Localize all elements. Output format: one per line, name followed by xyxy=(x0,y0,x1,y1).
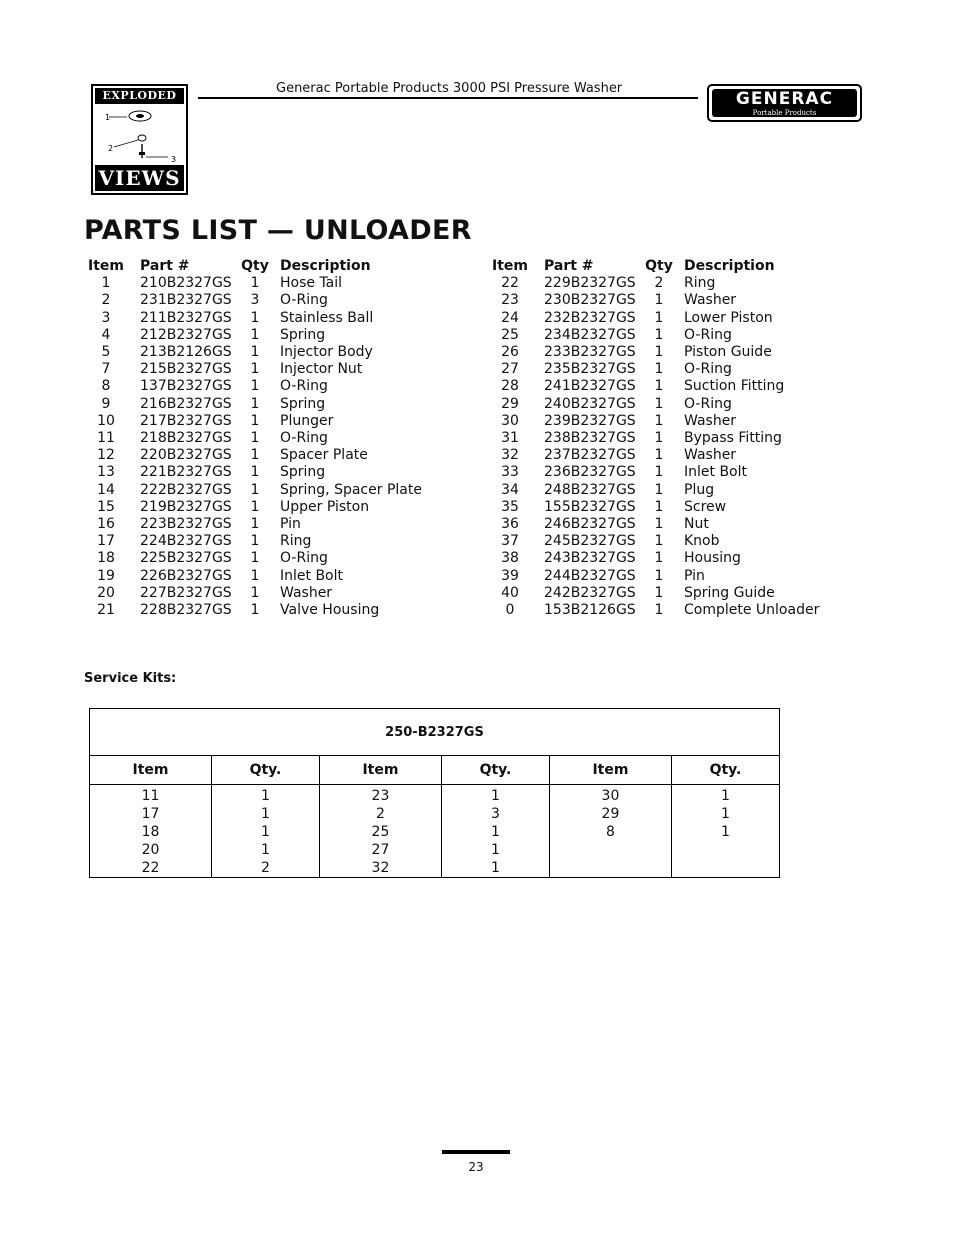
badge-bottom-label: VIEWS xyxy=(95,165,184,191)
part-number: 217B2327GS xyxy=(140,412,232,429)
part-item-number: 17 xyxy=(97,533,115,550)
part-number: 220B2327GS xyxy=(140,447,232,464)
parts-row xyxy=(490,585,874,602)
kit-item-value: 23 xyxy=(371,788,390,804)
part-quantity: 1 xyxy=(654,498,664,515)
part-quantity: 1 xyxy=(250,447,260,464)
kit-part-number: 250-B2327GS xyxy=(90,709,780,756)
parts-row xyxy=(86,550,470,567)
part-number: 223B2327GS xyxy=(140,516,232,533)
kit-qty-value: 3 xyxy=(490,806,500,822)
part-quantity: 1 xyxy=(654,395,664,412)
part-number: 242B2327GS xyxy=(544,584,636,601)
part-description: Inlet Bolt xyxy=(684,464,747,481)
parts-row xyxy=(490,413,874,430)
part-number: 225B2327GS xyxy=(140,550,232,567)
part-item-number: 25 xyxy=(501,326,519,343)
part-item-number: 34 xyxy=(501,481,519,498)
part-quantity: 1 xyxy=(654,481,664,498)
service-kit-table xyxy=(89,708,780,878)
part-description: Injector Nut xyxy=(280,361,363,378)
parts-row xyxy=(490,550,874,567)
part-number: 155B2327GS xyxy=(544,498,636,515)
part-item-number: 28 xyxy=(501,378,519,395)
part-quantity: 1 xyxy=(654,567,664,584)
parts-row xyxy=(490,464,874,481)
part-item-number: 30 xyxy=(501,412,519,429)
part-description: Housing xyxy=(684,550,741,567)
part-description: O-Ring xyxy=(280,550,328,567)
parts-row xyxy=(490,568,874,585)
part-quantity: 3 xyxy=(250,292,260,309)
part-quantity: 1 xyxy=(654,464,664,481)
part-number: 233B2327GS xyxy=(544,344,636,361)
parts-row xyxy=(86,292,470,309)
parts-row xyxy=(86,275,470,292)
part-number: 230B2327GS xyxy=(544,292,636,309)
callout-2: 2 xyxy=(108,144,114,153)
parts-row xyxy=(86,602,470,619)
kit-item-value: 20 xyxy=(141,842,160,858)
col-qty-header: Qty xyxy=(645,258,673,274)
callout-1: 1 xyxy=(105,113,111,122)
kit-qty-value: 1 xyxy=(490,824,500,840)
part-quantity: 1 xyxy=(250,430,260,447)
part-quantity: 1 xyxy=(250,344,260,361)
part-description: Pin xyxy=(280,516,301,533)
part-description: Spacer Plate xyxy=(280,447,368,464)
kit-item-value: 17 xyxy=(141,806,160,822)
col-desc-header: Description xyxy=(280,258,371,274)
badge-top-label: EXPLODED xyxy=(95,88,184,104)
parts-row xyxy=(490,482,874,499)
part-item-number: 10 xyxy=(97,412,115,429)
parts-table-header xyxy=(490,258,874,275)
part-quantity: 1 xyxy=(250,584,260,601)
part-item-number: 21 xyxy=(97,602,115,619)
kit-col-item-header: Item xyxy=(90,756,212,785)
page-number: 23 xyxy=(468,1160,484,1174)
part-description: Knob xyxy=(684,533,720,550)
parts-row xyxy=(490,310,874,327)
parts-row xyxy=(86,516,470,533)
part-number: 231B2327GS xyxy=(140,292,232,309)
parts-row xyxy=(86,413,470,430)
part-item-number: 32 xyxy=(501,447,519,464)
part-quantity: 1 xyxy=(250,412,260,429)
part-description: Stainless Ball xyxy=(280,309,374,326)
parts-row xyxy=(490,516,874,533)
part-item-number: 15 xyxy=(97,498,115,515)
part-description: Spring xyxy=(280,464,326,481)
parts-row xyxy=(86,361,470,378)
kit-item-value: 18 xyxy=(141,824,160,840)
parts-table-left xyxy=(86,258,470,619)
part-quantity: 1 xyxy=(250,516,260,533)
part-item-number: 24 xyxy=(501,309,519,326)
kit-qty-value: 1 xyxy=(261,806,270,822)
part-description: Nut xyxy=(684,516,709,533)
part-number: 244B2327GS xyxy=(544,567,636,584)
kit-qty-value: 1 xyxy=(490,788,500,804)
part-item-number: 39 xyxy=(501,567,519,584)
kit-qty-value: 1 xyxy=(490,842,500,858)
part-quantity: 1 xyxy=(250,309,260,326)
part-number: 211B2327GS xyxy=(140,309,232,326)
part-number: 232B2327GS xyxy=(544,309,636,326)
part-number: 239B2327GS xyxy=(544,412,636,429)
document-header-title: Generac Portable Products 3000 PSI Pressure Washer xyxy=(276,81,623,96)
part-number: 210B2327GS xyxy=(140,275,232,292)
part-quantity: 1 xyxy=(654,361,664,378)
part-quantity: 1 xyxy=(654,516,664,533)
part-description: Lower Piston xyxy=(684,309,773,326)
part-item-number: 12 xyxy=(97,447,115,464)
parts-row xyxy=(490,499,874,516)
part-quantity: 1 xyxy=(250,326,260,343)
kit-item-value: 29 xyxy=(601,806,620,822)
part-item-number: 26 xyxy=(501,344,519,361)
part-number: 238B2327GS xyxy=(544,430,636,447)
kit-qty-value: 1 xyxy=(721,824,730,840)
part-item-number: 20 xyxy=(97,584,115,601)
header-rule xyxy=(198,97,698,99)
part-number: 229B2327GS xyxy=(544,275,636,292)
part-item-number: 38 xyxy=(501,550,519,567)
part-description: Plug xyxy=(684,481,715,498)
kit-item-value: 2 xyxy=(376,806,385,822)
parts-row xyxy=(86,533,470,550)
part-number: 234B2327GS xyxy=(544,326,636,343)
kit-table-body xyxy=(90,785,780,878)
kit-col-item-header: Item xyxy=(549,756,671,785)
kit-item-value: 32 xyxy=(371,860,390,876)
part-description: Hose Tail xyxy=(280,275,343,292)
service-kits-label: Service Kits: xyxy=(84,671,177,686)
parts-row xyxy=(490,533,874,550)
part-number: 213B2126GS xyxy=(140,344,232,361)
part-item-number: 9 xyxy=(101,395,111,412)
part-quantity: 1 xyxy=(654,533,664,550)
parts-table-header xyxy=(86,258,470,275)
kit-item-cell xyxy=(319,785,441,878)
parts-row xyxy=(86,482,470,499)
kit-col-qty-header: Qty. xyxy=(211,756,319,785)
col-item-header: Item xyxy=(88,258,124,274)
parts-row xyxy=(86,327,470,344)
parts-row xyxy=(86,378,470,395)
part-quantity: 1 xyxy=(250,464,260,481)
kit-qty-cell xyxy=(441,785,549,878)
part-quantity: 1 xyxy=(250,378,260,395)
parts-row xyxy=(490,430,874,447)
parts-row xyxy=(86,585,470,602)
kit-item-value: 22 xyxy=(141,860,160,876)
part-item-number: 22 xyxy=(501,275,519,292)
parts-row xyxy=(86,447,470,464)
part-item-number: 2 xyxy=(101,292,111,309)
part-number: 241B2327GS xyxy=(544,378,636,395)
kit-qty-value: 1 xyxy=(490,860,500,876)
part-description: Piston Guide xyxy=(684,344,772,361)
part-description: Pin xyxy=(684,567,705,584)
exploded-views-badge xyxy=(91,84,188,195)
part-description: O-Ring xyxy=(280,430,328,447)
col-desc-header: Description xyxy=(684,258,775,274)
parts-row xyxy=(490,396,874,413)
part-number: 137B2327GS xyxy=(140,378,232,395)
generac-logo xyxy=(707,84,862,122)
part-description: Valve Housing xyxy=(280,602,380,619)
logo-wordmark: GENERAC xyxy=(735,89,834,109)
part-item-number: 35 xyxy=(501,498,519,515)
part-number: 226B2327GS xyxy=(140,567,232,584)
page-title: PARTS LIST — UNLOADER xyxy=(84,215,472,246)
parts-row xyxy=(86,430,470,447)
kit-col-qty-header: Qty. xyxy=(671,756,779,785)
part-number: 224B2327GS xyxy=(140,533,232,550)
part-number: 228B2327GS xyxy=(140,602,232,619)
part-description: Bypass Fitting xyxy=(684,430,782,447)
part-quantity: 1 xyxy=(654,309,664,326)
part-number: 153B2126GS xyxy=(544,602,636,619)
parts-row xyxy=(86,568,470,585)
part-quantity: 1 xyxy=(654,584,664,601)
part-description: Ring xyxy=(280,533,312,550)
part-item-number: 16 xyxy=(97,516,115,533)
parts-row xyxy=(86,396,470,413)
parts-row xyxy=(490,327,874,344)
kit-item-value: 8 xyxy=(605,824,615,840)
kit-qty-cell xyxy=(671,785,779,878)
part-item-number: 3 xyxy=(101,309,111,326)
part-item-number: 36 xyxy=(501,516,519,533)
part-number: 243B2327GS xyxy=(544,550,636,567)
part-item-number: 19 xyxy=(97,567,115,584)
part-number: 219B2327GS xyxy=(140,498,232,515)
part-item-number: 14 xyxy=(97,481,115,498)
kit-col-item-header: Item xyxy=(319,756,441,785)
kit-qty-value: 1 xyxy=(721,788,730,804)
part-number: 248B2327GS xyxy=(544,481,636,498)
part-quantity: 1 xyxy=(250,567,260,584)
part-quantity: 2 xyxy=(654,275,664,292)
part-quantity: 1 xyxy=(654,602,664,619)
part-description: O-Ring xyxy=(684,326,732,343)
part-description: O-Ring xyxy=(280,292,328,309)
col-part-header: Part # xyxy=(544,258,594,274)
parts-row xyxy=(490,602,874,619)
part-description: Spring Guide xyxy=(684,584,775,601)
part-description: Spring xyxy=(280,395,326,412)
part-description: Suction Fitting xyxy=(684,378,785,395)
part-item-number: 5 xyxy=(101,344,111,361)
part-quantity: 1 xyxy=(654,326,664,343)
part-description: Washer xyxy=(684,292,737,309)
kit-item-value: 30 xyxy=(601,788,620,804)
part-number: 221B2327GS xyxy=(140,464,232,481)
kit-item-value: 27 xyxy=(371,842,390,858)
part-description: Ring xyxy=(684,275,716,292)
part-description: Plunger xyxy=(280,412,334,429)
kit-item-cell xyxy=(90,785,212,878)
part-description: O-Ring xyxy=(684,361,732,378)
kit-qty-cell xyxy=(211,785,319,878)
parts-table-right xyxy=(490,258,874,619)
kit-col-qty-header: Qty. xyxy=(441,756,549,785)
part-description: Spring xyxy=(280,326,326,343)
col-part-header: Part # xyxy=(140,258,190,274)
part-quantity: 1 xyxy=(250,275,260,292)
part-description: O-Ring xyxy=(280,378,328,395)
logo-subtitle: Portable Products xyxy=(752,109,817,117)
part-number: 236B2327GS xyxy=(544,464,636,481)
part-description: O-Ring xyxy=(684,395,732,412)
kit-item-value: 11 xyxy=(141,788,160,804)
part-quantity: 1 xyxy=(250,550,260,567)
part-quantity: 1 xyxy=(250,533,260,550)
part-item-number: 4 xyxy=(101,326,111,343)
part-description: Washer xyxy=(280,584,333,601)
kit-qty-value: 1 xyxy=(261,842,270,858)
part-number: 245B2327GS xyxy=(544,533,636,550)
part-number: 222B2327GS xyxy=(140,481,232,498)
parts-row xyxy=(86,464,470,481)
kit-table-header xyxy=(90,756,780,785)
part-quantity: 1 xyxy=(654,292,664,309)
part-item-number: 40 xyxy=(501,584,519,601)
part-quantity: 1 xyxy=(654,550,664,567)
part-item-number: 29 xyxy=(501,395,519,412)
part-number: 218B2327GS xyxy=(140,430,232,447)
part-number: 246B2327GS xyxy=(544,516,636,533)
part-description: Spring, Spacer Plate xyxy=(280,481,422,498)
col-qty-header: Qty xyxy=(241,258,269,274)
part-quantity: 1 xyxy=(250,395,260,412)
kit-qty-value: 1 xyxy=(721,806,730,822)
parts-row xyxy=(490,292,874,309)
kit-qty-value: 2 xyxy=(261,860,270,876)
parts-row xyxy=(86,344,470,361)
parts-row xyxy=(86,499,470,516)
part-quantity: 1 xyxy=(654,430,664,447)
part-item-number: 13 xyxy=(97,464,115,481)
part-number: 216B2327GS xyxy=(140,395,232,412)
part-item-number: 8 xyxy=(101,378,111,395)
part-item-number: 0 xyxy=(505,602,515,619)
part-number: 227B2327GS xyxy=(140,584,232,601)
part-quantity: 1 xyxy=(654,344,664,361)
part-quantity: 1 xyxy=(654,378,664,395)
parts-row xyxy=(490,378,874,395)
part-quantity: 1 xyxy=(654,447,664,464)
part-item-number: 1 xyxy=(101,275,111,292)
part-item-number: 31 xyxy=(501,430,519,447)
part-number: 212B2327GS xyxy=(140,326,232,343)
part-item-number: 18 xyxy=(97,550,115,567)
part-item-number: 7 xyxy=(101,361,111,378)
part-description: Washer xyxy=(684,412,737,429)
part-description: Washer xyxy=(684,447,737,464)
part-description: Injector Body xyxy=(280,344,373,361)
parts-row xyxy=(490,344,874,361)
part-quantity: 1 xyxy=(250,602,260,619)
part-description: Inlet Bolt xyxy=(280,567,343,584)
parts-row xyxy=(490,447,874,464)
parts-row xyxy=(490,275,874,292)
part-description: Upper Piston xyxy=(280,498,370,515)
part-item-number: 11 xyxy=(97,430,115,447)
col-item-header: Item xyxy=(492,258,528,274)
part-description: Screw xyxy=(684,498,727,515)
part-quantity: 1 xyxy=(250,361,260,378)
part-quantity: 1 xyxy=(654,412,664,429)
kit-qty-value: 1 xyxy=(261,788,270,804)
part-item-number: 37 xyxy=(501,533,519,550)
part-description: Complete Unloader xyxy=(684,602,820,619)
callout-3: 3 xyxy=(171,155,177,164)
parts-row xyxy=(490,361,874,378)
part-item-number: 27 xyxy=(501,361,519,378)
kit-item-value: 25 xyxy=(371,824,390,840)
part-number: 215B2327GS xyxy=(140,361,232,378)
part-number: 235B2327GS xyxy=(544,361,636,378)
parts-row xyxy=(86,310,470,327)
kit-qty-value: 1 xyxy=(261,824,270,840)
kit-item-cell xyxy=(549,785,671,878)
part-quantity: 1 xyxy=(250,498,260,515)
page-number-bar xyxy=(442,1150,510,1154)
part-number: 240B2327GS xyxy=(544,395,636,412)
part-item-number: 33 xyxy=(501,464,519,481)
part-item-number: 23 xyxy=(501,292,519,309)
part-quantity: 1 xyxy=(250,481,260,498)
part-number: 237B2327GS xyxy=(544,447,636,464)
